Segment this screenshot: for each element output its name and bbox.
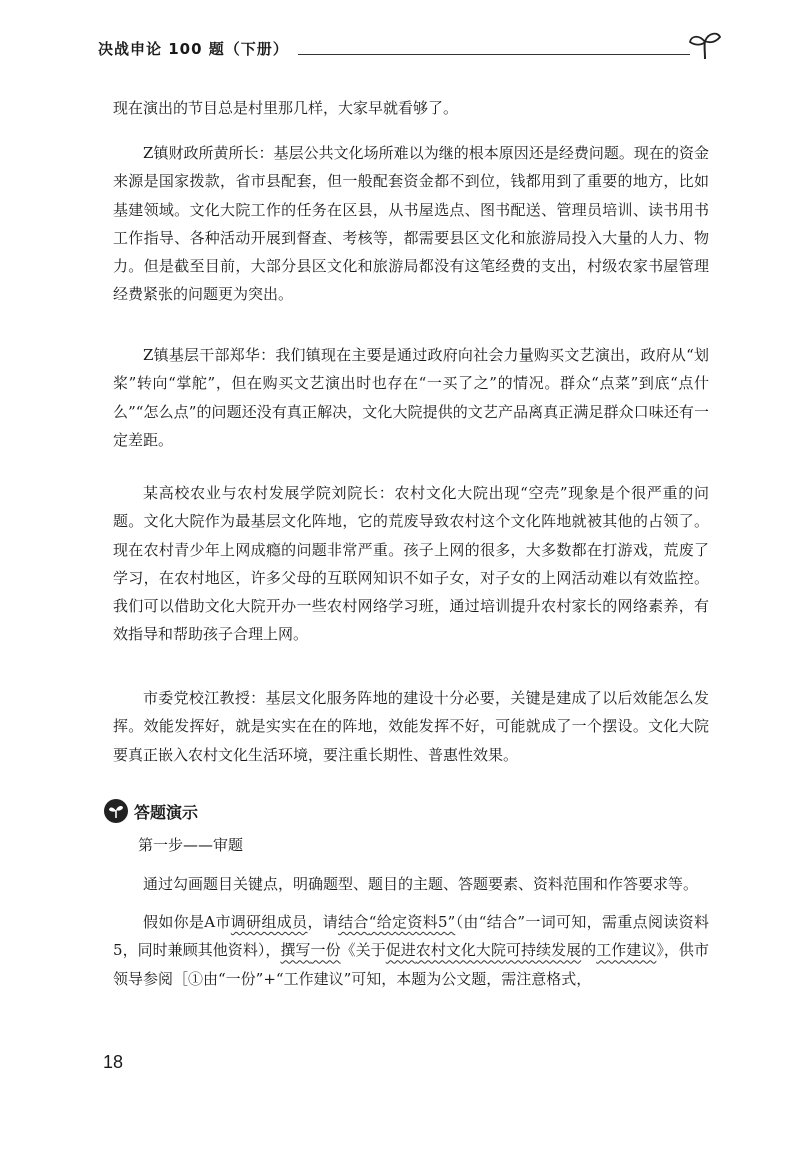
section-heading-text: 答题演示 (134, 802, 199, 822)
keyword-culture-courtyard: 农村文化大院 (415, 941, 506, 960)
header-rule (298, 54, 690, 55)
keyword-write: 撰写 (280, 941, 311, 960)
page-number: 18 (103, 1052, 124, 1072)
keyword-sustainable: 可持续发展 (506, 941, 582, 960)
question-text: 假如你是A市 (143, 913, 231, 931)
analysis-intro: 通过勾画题目关键点，明确题型、题目的主题、答题要素、资料范围和作答要求等。 (143, 875, 699, 893)
keyword-work-suggestion: 工作建议 (596, 941, 657, 960)
running-header-title: 决战申论 100 题（下册） (98, 40, 289, 58)
sprout-badge-icon (104, 799, 128, 823)
paragraph-zheng-statement: Z镇基层干部郑华：我们镇现在主要是通过政府向社会力量购买文艺演出，政府从“划桨”转向“掌舵”，但在购买文艺演出时也存在“一买了之”的情况。群众“点菜”到底“点什么”“怎么点”的问题还没有真正解决，文化大院提供的文艺产品离真正满足群众口味还有一定差距。 (113, 346, 709, 449)
paragraph-huang-statement: Z镇财政所黄所长：基层公共文化场所难以为继的根本原因还是经费问题。现在的资金来源是国家拨款，省市县配套，但一般配套资金都不到位，钱都用到了重要的地方，比如基建领域。文化大院工作的任务在区县，从书屋选点、图书配送、管理员培训、读书用书工作指导、各种活动开展到督查、考核等，都需要县区文化和旅游局投入大量的人力、物力。但是截至目前，大部分县区文化和旅游局都没有这笔经费的支出，村级农家书屋管理经费紧张的问题更为突出。 (113, 144, 709, 304)
paragraph-continuation: 现在演出的节目总是村里那几样，大家早就看够了。 (113, 99, 459, 117)
keyword-material: “给定资料5” (368, 913, 456, 931)
section-heading (104, 799, 198, 823)
keyword-one-copy: 一份 (310, 941, 341, 960)
keyword-promote: 促进 (385, 941, 416, 960)
paragraph-liu-statement: 某高校农业与农村发展学院刘院长：农村文化大院出现“空壳”现象是个很严重的问题。文化大院作为最基层文化阵地，它的荒废导致农村这个文化阵地就被其他的占领了。现在农村青少年上网成瘾的问题非常严重。孩子上网的很多，大多数都在打游戏，荒废了学习，在农村地区，许多父母的互联网知识不如子女，对子女的上网活动难以有效监控。我们可以借助文化大院开办一些农村网络学习班，通过培训提升农村家长的网络素养，有效指导和帮助孩子合理上网。 (113, 484, 709, 644)
keyword-combine: 结合 (338, 913, 369, 931)
analysis-question (113, 908, 709, 993)
annotation-text: 》，供市领导参阅［①由“一份”+“工作建议”可知，本题为公文题，需注意格式， (113, 941, 709, 988)
sprout-icon (688, 30, 722, 60)
question-text: 《关于 (340, 941, 386, 960)
question-text: 的 (581, 941, 597, 960)
annotation-text: （由“结合”一词可知，需重点阅读资料5，同时兼顾其他资料）， (113, 913, 709, 960)
paragraph-jiang-statement: 市委党校江教授：基层文化服务阵地的建设十分必要，关键是建成了以后效能怎么发挥。效能发挥好，就是实实在在的阵地，效能发挥不好，可能就成了一个摆设。文化大院要真正嵌入农村文化生活环境，要注重长期性、普惠性效果。 (113, 689, 709, 764)
step-one-heading: 第一步——审题 (138, 836, 244, 854)
question-text: ，请 (307, 913, 339, 931)
keyword-role: 调研组成员 (230, 913, 308, 931)
